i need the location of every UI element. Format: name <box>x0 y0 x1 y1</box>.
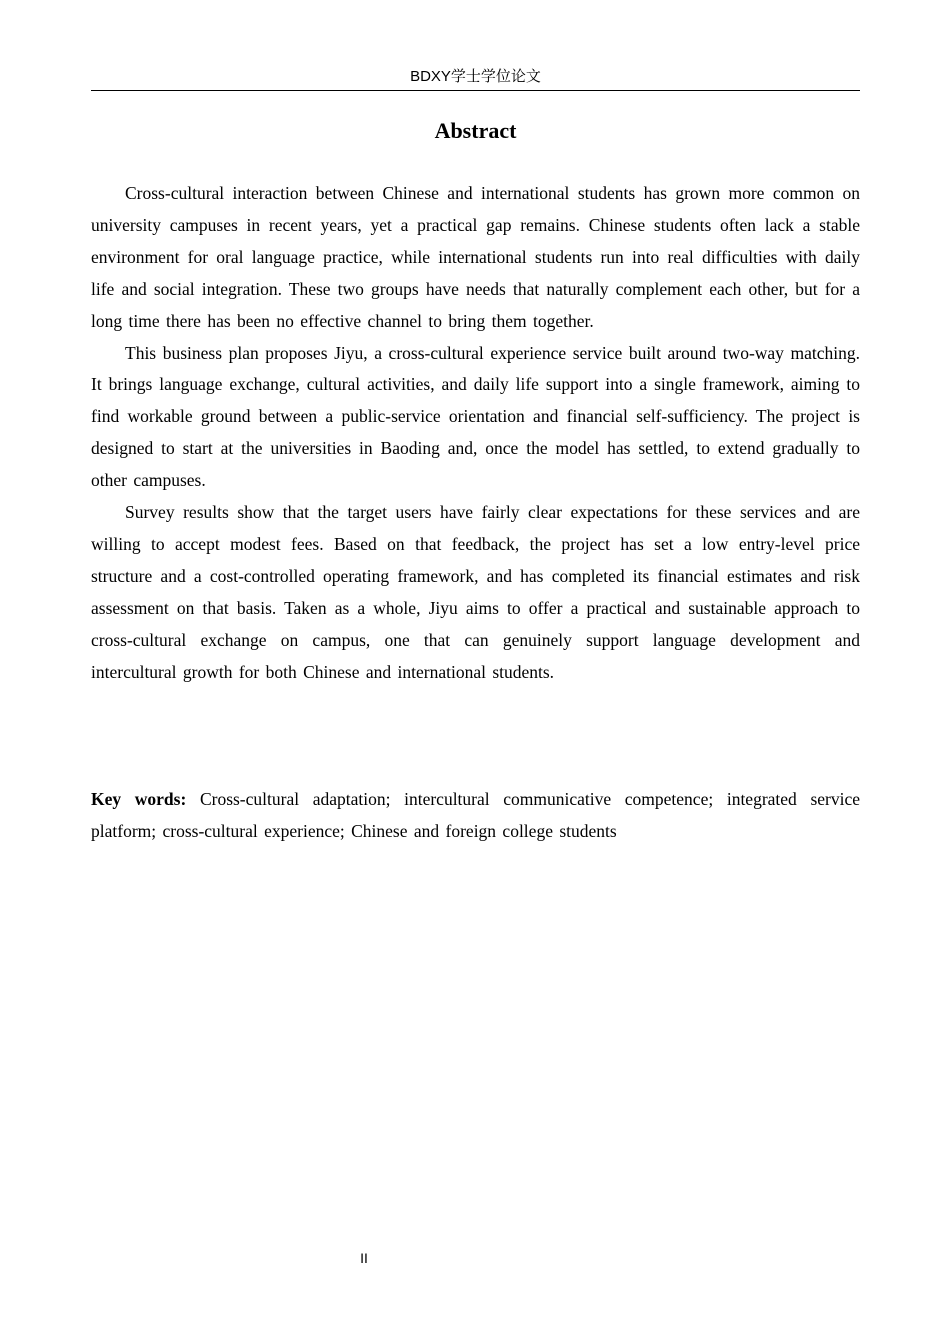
running-header: BDXY学士学位论文 <box>410 68 541 85</box>
abstract-paragraph-1: Cross-cultural interaction between Chinese and international students has grown more common on university campuses in recent years, yet a practical gap remains. Chinese students often lack a stable environment for oral language practice, while international students run into real difficulties with daily life and social integration. These two groups have needs that naturally complement each other, but for a long time there has been no effective channel to bring them together. <box>91 183 860 331</box>
abstract-body <box>91 178 860 689</box>
abstract-paragraph-2: This business plan proposes Jiyu, a cross-cultural experience service built around two-way matching. It brings language exchange, cultural activities, and daily life support into a single framework, aiming to find workable ground between a public-service orientation and financial self-sufficiency. The project is designed to start at the universities in Baoding and, once the model has settled, to extend gradually to other campuses. <box>91 342 860 491</box>
page-number: II <box>360 1250 368 1266</box>
keywords-text: Cross-cultural adaptation; intercultural communicative competence; integrated service platform; cross-cultural experience; Chinese and foreign college students <box>91 789 860 841</box>
abstract-paragraph-3: Survey results show that the target users have fairly clear expectations for these services and are willing to accept modest fees. Based on that feedback, the project has set a low entry-level price structure and a cost-controlled operating framework, and has completed its financial estimates and risk assessment on that basis. Taken as a whole, Jiyu aims to offer a practical and sustainable approach to cross-cultural exchange on campus, one that can genuinely support language development and intercultural growth for both Chinese and international students. <box>91 502 860 682</box>
keywords-line <box>91 784 860 848</box>
header-divider <box>91 90 860 91</box>
keywords-label: Key words: <box>91 789 187 809</box>
abstract-title: Abstract <box>434 118 517 143</box>
